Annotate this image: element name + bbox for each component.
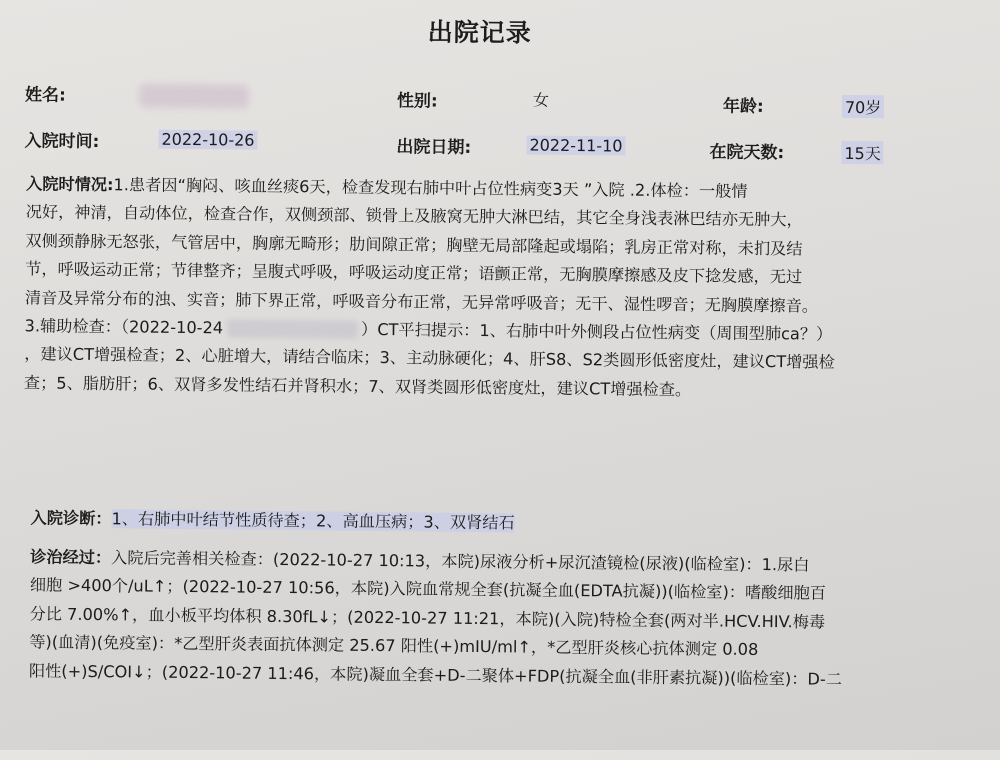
page-title: 出院记录: [427, 17, 532, 48]
discharge-date-label: 出院日期:: [396, 137, 472, 158]
gender-value: 女: [532, 90, 550, 110]
name-label: 姓名:: [24, 85, 66, 106]
age-value: 70岁: [842, 95, 885, 118]
treatment-line: 细胞 >400个/uL↑；(2022-10-27 10:56，本院)入院血常规全套(抗凝全血(EDTA抗凝))(临检室)：嗜酸细胞百: [29, 575, 827, 604]
treatment-section: [29, 543, 940, 694]
treatment-label: 诊治经过：: [30, 547, 112, 568]
admission-line: 双侧颈静脉无怒张，气管居中，胸廓无畸形；肋间隙正常；胸壁无局部隆起或塌陷；乳房正常对称，未扪及结: [25, 231, 803, 259]
treatment-line: 阳性(+)S/COI↓；(2022-10-27 11:46，本院)凝血全套+D-二聚体+FDP(抗凝全血(非肝素抗凝))(临检室)：D-二: [28, 660, 843, 689]
redacted-name: [139, 83, 249, 108]
treatment-line: 分比 7.00%↑，血小板平均体积 8.30fL↓；(2022-10-27 11:21，本院)(入院)特检全套(两对半.HCV.HIV.梅毒: [29, 604, 826, 632]
admit-date-label: 入院时间:: [24, 131, 100, 153]
admission-line: 节，呼吸运动正常；节律整齐；呈腹式呼吸，呼吸运动度正常；语颤正常，无胸膜摩擦感及皮下捻发感，无过: [25, 259, 803, 287]
admission-line: 1.患者因“胸闷、咳血丝痰6天，检查发现右肺中叶占位性病变3天 ”入院 .2.体检：一般情: [113, 175, 748, 201]
age-label: 年龄:: [722, 96, 764, 118]
treatment-line: 入院后完善相关检查：(2022-10-27 10:13，本院)尿液分析+尿沉渣镜检(尿液)(临检室)：1.尿白: [111, 548, 810, 575]
admission-section: [24, 170, 936, 407]
days-value: 15天: [841, 141, 884, 164]
redacted-hospital: [227, 320, 357, 339]
exam-suffix: ）CT平扫提示：1、右肺中叶外侧段占位性病变（周围型肺ca？）: [361, 319, 833, 344]
admission-label: 入院时情况:: [25, 174, 114, 195]
exam-line: 查；5、脂肪肝；6、双肾多发性结石并肾积水；7、双肾类圆形低密度灶，建议CT增强检查。: [23, 373, 692, 399]
exam-line: ，建议CT增强检查；2、心脏增大，请结合临床；3、主动脉硬化；4、肝S8、S2类圆形低密度灶，建议CT增强检: [24, 344, 835, 373]
diagnosis-text: 1、右肺中叶结节性质待查；2、高血压病；3、双肾结石: [111, 509, 515, 533]
treatment-line: 等)(血清)(免疫室)：*乙型肝炎表面抗体测定 25.67 阳性(+)mIU/ml↑，*乙型肝炎核心抗体测定 0.08: [29, 632, 759, 660]
diagnosis-label: 入院诊断：: [30, 508, 112, 529]
admission-line: 况好，神清，自动体位，检查合作，双侧颈部、锁骨上及腋窝无肿大淋巴结，其它全身浅表淋巴结亦无肿大，: [25, 202, 803, 230]
discharge-date-value: 2022-11-10: [526, 136, 625, 156]
diagnosis-section: [30, 504, 940, 542]
exam-prefix: 3.辅助检查：（2022-10-24: [24, 316, 224, 338]
gender-label: 性别:: [396, 91, 438, 112]
admit-date-value: 2022-10-26: [158, 130, 257, 150]
days-label: 在院天数:: [709, 142, 785, 164]
admission-line: 清音及异常分布的浊、实音；肺下界正常，呼吸音分布正常，无异常呼吸音；无干、湿性啰音；无胸膜摩擦音。: [24, 287, 819, 316]
